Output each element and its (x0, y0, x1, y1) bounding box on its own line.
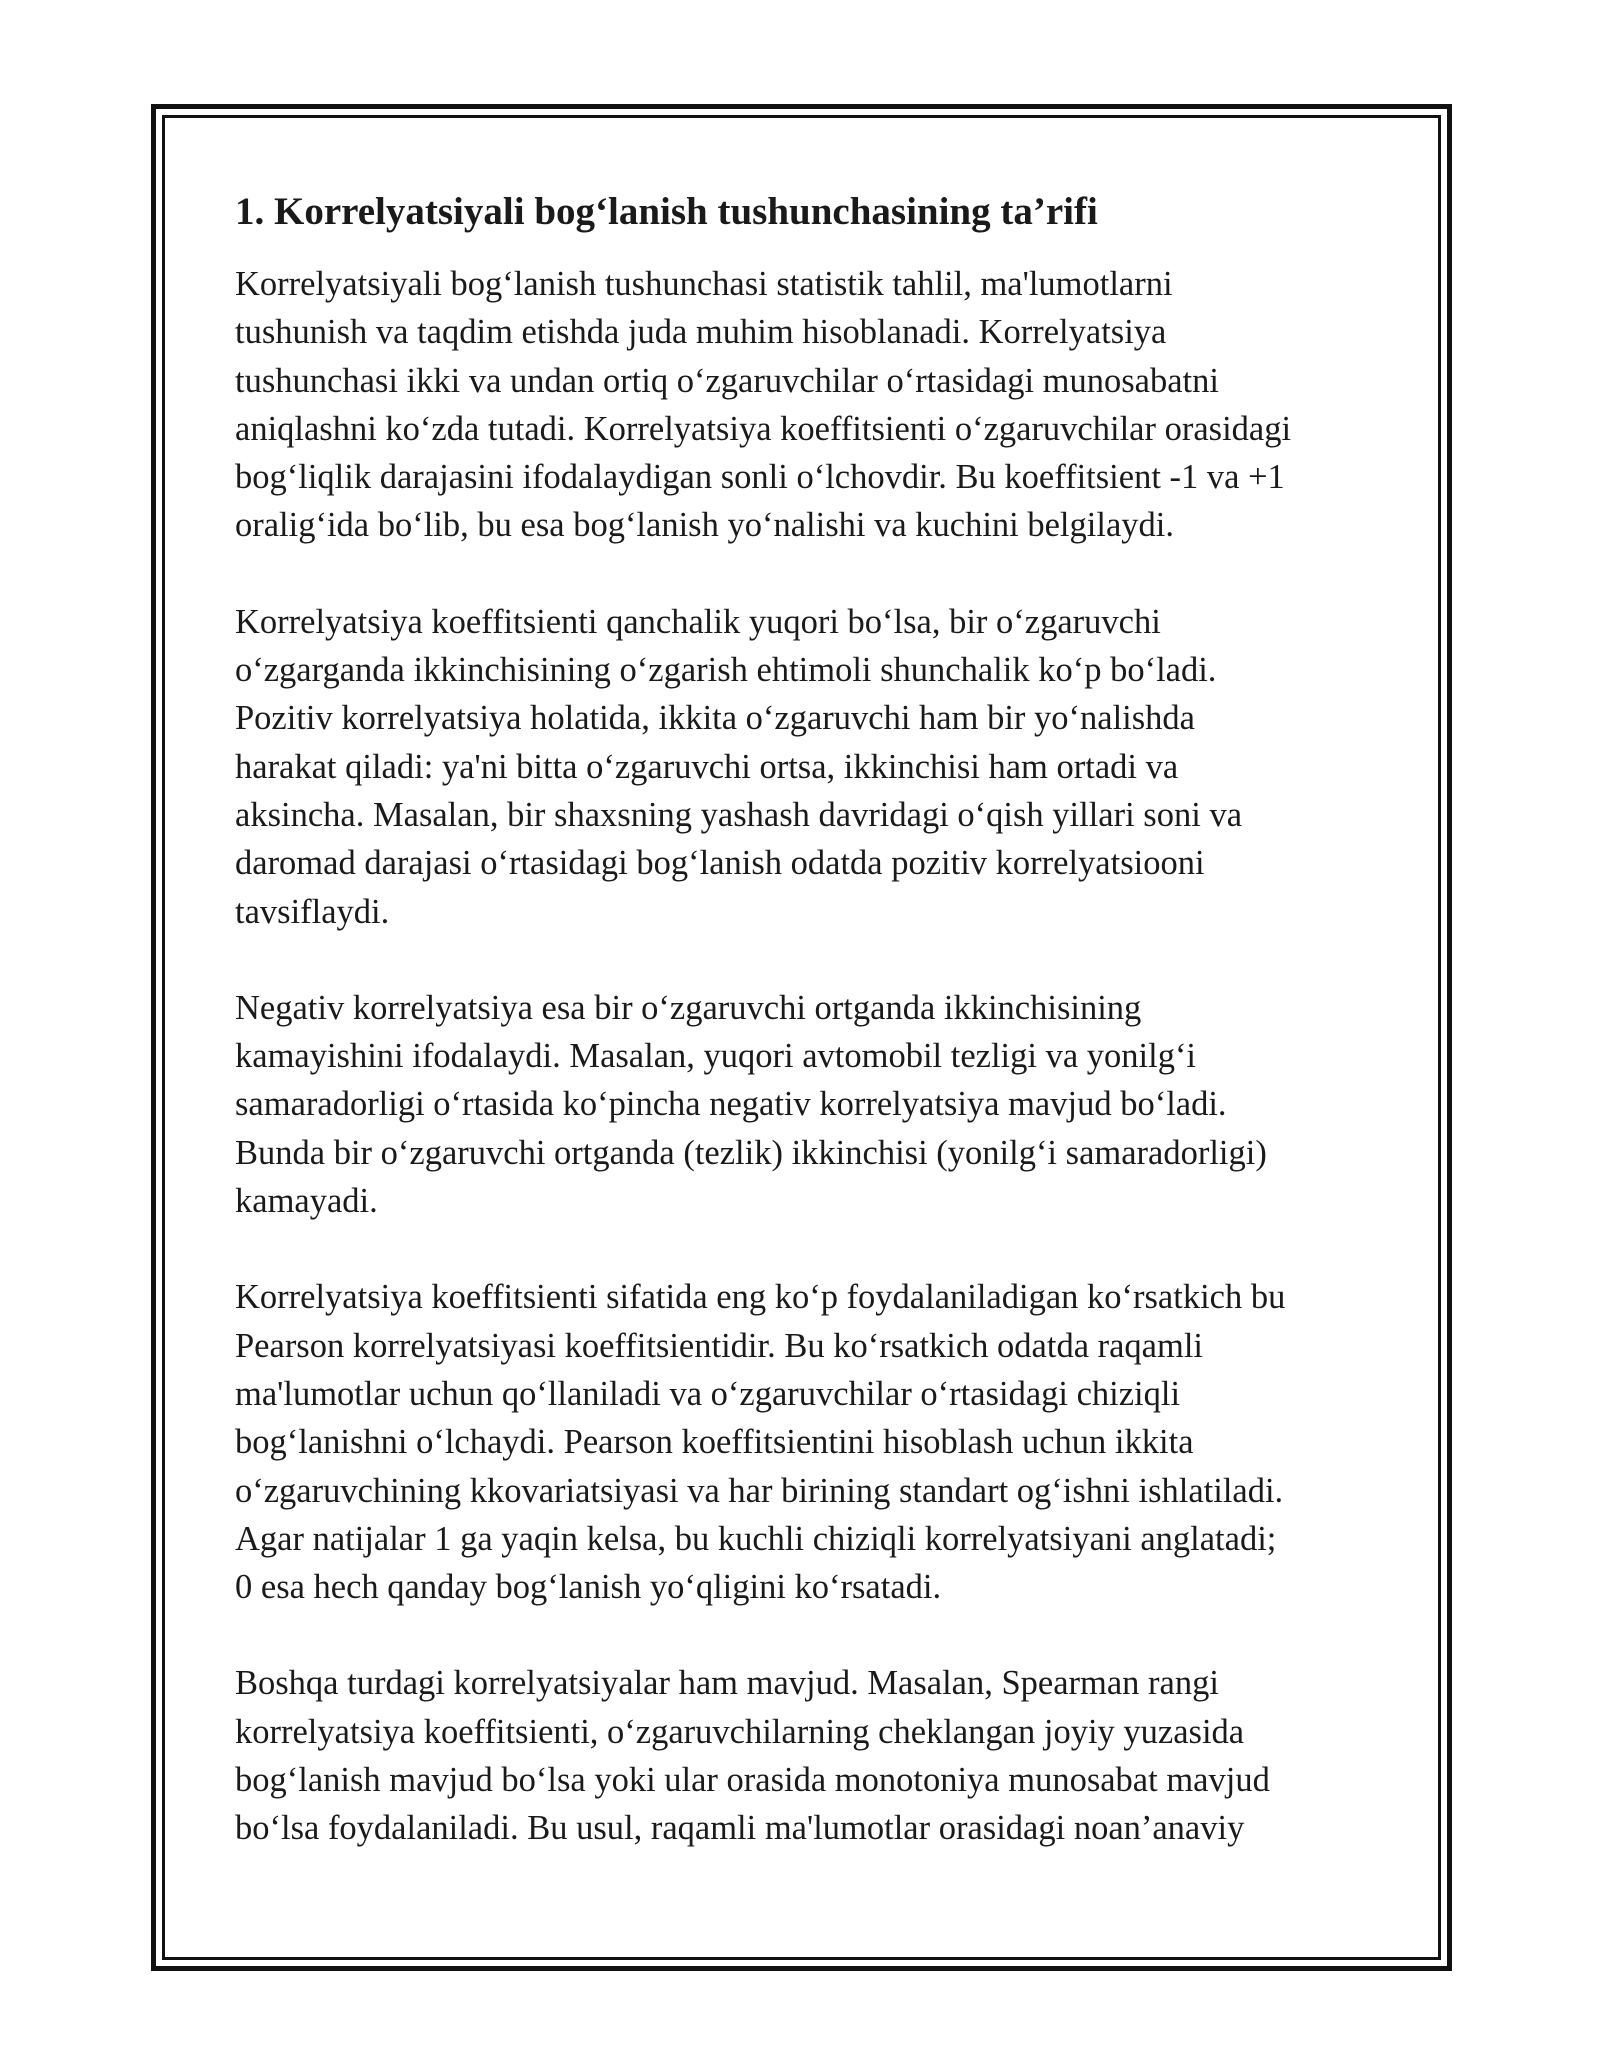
document-body (235, 186, 1375, 1901)
text-line: Boshqa turdagi korrelyatsiyalar ham mavjud. Masalan, Spearman rangi (235, 1664, 1219, 1703)
section-heading: 1. Korrelyatsiyali bog‘lanish tushunchasining ta’rifi (235, 190, 1098, 233)
text-line: Korrelyatsiyali bog‘lanish tushunchasi statistik tahlil, ma'lumotlarni (235, 265, 1173, 303)
paragraph-negative-correlation (235, 984, 1375, 1225)
text-line: kamayishini ifodalaydi. Masalan, yuqori avtomobil tezligi va yonilg‘i (235, 1037, 1197, 1076)
text-line: Korrelyatsiya koeffitsienti qanchalik yuqori bo‘lsa, bir o‘zgaruvchi (235, 602, 1161, 641)
text-line: Agar natijalar 1 ga yaqin kelsa, bu kuchli chiziqli korrelyatsiyani anglatadi; (235, 1519, 1277, 1558)
text-line: daromad darajasi o‘rtasidagi bog‘lanish odatda pozitiv korrelyatsiooni (235, 844, 1205, 883)
text-line: tushunish va taqdim etishda juda muhim hisoblanadi. Korrelyatsiya (235, 313, 1167, 352)
text-line: Negativ korrelyatsiya esa bir o‘zgaruvchi ortganda ikkinchisining (235, 988, 1142, 1027)
text-line: ma'lumotlar uchun qo‘llaniladi va o‘zgaruvchilar o‘rtasidagi chiziqli (235, 1374, 1181, 1413)
text-line: aksincha. Masalan, bir shaxsning yashash davridagi o‘qish yillari soni va (235, 795, 1243, 834)
text-line: bo‘lsa foydalaniladi. Bu usul, raqamli ma'lumotlar orasidagi noan’anaviy (235, 1809, 1245, 1848)
text-line: tushunchasi ikki va undan ortiq o‘zgaruvchilar o‘rtasidagi munosabatni (235, 361, 1219, 400)
text-line: korrelyatsiya koeffitsienti, o‘zgaruvchilarning cheklangan joyiy yuzasida (235, 1712, 1245, 1751)
text-line: Pozitiv korrelyatsiya holatida, ikkita o‘zgaruvchi ham bir yo‘nalishda (235, 699, 1195, 738)
text-line: bog‘lanishni o‘lchaydi. Pearson koeffitsientini hisoblash uchun ikkita (235, 1423, 1194, 1462)
text-line: o‘zgarganda ikkinchisining o‘zgarish ehtimoli shunchalik ko‘p bo‘ladi. (235, 651, 1217, 690)
text-line: o‘zgaruvchining kkovariatsiyasi va har birining standart og‘ishni ishlatiladi. (235, 1471, 1284, 1510)
text-line: kamayadi. (235, 1182, 378, 1221)
paragraph-positive-correlation (235, 598, 1375, 936)
text-line: bog‘lanish mavjud bo‘lsa yoki ular orasida monotoniya munosabat mavjud (235, 1761, 1270, 1800)
paragraph-other-correlations (235, 1659, 1375, 1852)
text-line: samaradorligi o‘rtasida ko‘pincha negativ korrelyatsiya mavjud bo‘ladi. (235, 1085, 1227, 1124)
text-line: tavsiflaydi. (235, 892, 390, 931)
paragraph-definition (235, 260, 1375, 550)
paragraph-pearson (235, 1273, 1375, 1611)
text-line: Bunda bir o‘zgaruvchi ortganda (tezlik) ikkinchisi (yonilg‘i samaradorligi) (235, 1133, 1267, 1172)
text-line: Korrelyatsiya koeffitsienti sifatida eng ko‘p foydalaniladigan ko‘rsatkich bu (235, 1278, 1286, 1317)
text-line: aniqlashni ko‘zda tutadi. Korrelyatsiya koeffitsienti o‘zgaruvchilar orasidagi (235, 409, 1292, 448)
text-line: bog‘liqlik darajasini ifodalaydigan sonli o‘lchovdir. Bu koeffitsient -1 va +1 (235, 458, 1285, 497)
text-line: harakat qiladi: ya'ni bitta o‘zgaruvchi ortsa, ikkinchisi ham ortadi va (235, 747, 1179, 786)
text-line: oralig‘ida bo‘lib, bu esa bog‘lanish yo‘nalishi va kuchini belgilaydi. (235, 506, 1174, 545)
text-line: 0 esa hech qanday bog‘lanish yo‘qligini ko‘rsatadi. (235, 1568, 942, 1607)
text-line: Pearson korrelyatsiyasi koeffitsientidir. Bu ko‘rsatkich odatda raqamli (235, 1326, 1204, 1365)
